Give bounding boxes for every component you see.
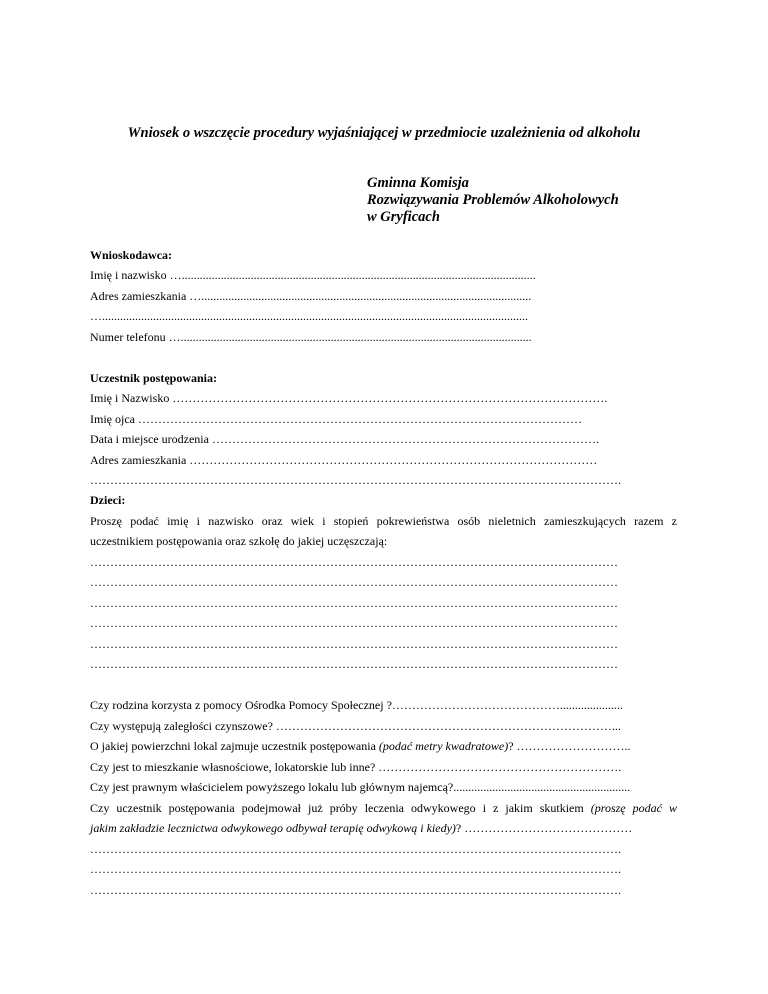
applicant-name-field[interactable]: Imię i nazwisko …...................................................................................................................... <box>90 268 536 282</box>
question-apartment-area-hint: (podać metry kwadratowe) <box>378 739 509 753</box>
children-row-6[interactable]: …………………………………………………………………………………………………………………… <box>90 657 618 671</box>
question-rent-arrears[interactable]: Czy występują zaległości czynszowe? …………………………………………………………………………... <box>90 719 621 733</box>
applicant-address-continued-field[interactable]: ….............................................................................................................................................. <box>90 309 528 323</box>
question-apartment-area-answer: ? ……………………….. <box>508 739 631 753</box>
children-row-5[interactable]: …………………………………………………………………………………………………………………… <box>90 637 618 651</box>
question-treatment-text: Czy uczestnik postępowania podejmował już próby leczenia odwykowego i z jakim skutkiem <box>90 801 591 815</box>
question-apartment-area-text: O jakiej powierzchni lokal zajmuje uczestnik postępowania <box>90 739 379 753</box>
addressee-line-3: w Gryficach <box>367 209 440 225</box>
children-instruction-line-2: uczestnikiem postępowania oraz szkołę do jakiej uczęszczają: <box>90 534 388 548</box>
question-social-help[interactable]: Czy rodzina korzysta z pomocy Ośrodka Pomocy Społecznej ?……………………………………..................... <box>90 698 623 712</box>
addressee-block <box>367 175 619 226</box>
applicant-heading: Wnioskodawca: <box>90 248 173 262</box>
question-treatment-hint-2: jakim zakładzie lecznictwa odwykowego odbywał terapię odwykową i kiedy) <box>90 821 456 835</box>
question-treatment-hint-1: (proszę podać w <box>590 801 677 815</box>
applicant-address-field[interactable]: Adres zamieszkania ….............................................................................................................. <box>90 289 532 303</box>
treatment-row-2[interactable]: ……………………………………………………………………………………………………………………. <box>90 862 621 876</box>
children-row-2[interactable]: …………………………………………………………………………………………………………………… <box>90 575 618 589</box>
participant-name-field[interactable]: Imię i Nazwisko ………………………………………………………………………………………………. <box>90 391 608 405</box>
treatment-row-3[interactable]: ……………………………………………………………………………………………………………………. <box>90 883 621 897</box>
addressee-line-2: Rozwiązywania Problemów Alkoholowych <box>367 192 619 208</box>
form-title: Wniosek o wszczęcie procedury wyjaśniającej w przedmiocie uzależnienia od alkoholu <box>127 125 641 141</box>
question-legal-owner[interactable]: Czy jest prawnym właścicielem powyższego lokalu lub głównym najemcą?........................................................... <box>90 780 631 794</box>
question-ownership-type[interactable]: Czy jest to mieszkanie własnościowe, lokatorskie lub inne? ……………………………………………………. <box>90 760 622 774</box>
children-instruction-line-1: Proszę podać imię i nazwisko oraz wiek i stopień pokrewieństwa osób nieletnich zamieszkujących razem z <box>90 514 677 528</box>
children-row-3[interactable]: …………………………………………………………………………………………………………………… <box>90 596 618 610</box>
question-treatment-line-2[interactable] <box>90 821 632 835</box>
applicant-phone-field[interactable]: Numer telefonu …..................................................................................................................... <box>90 330 532 344</box>
children-heading: Dzieci: <box>90 493 126 507</box>
children-row-4[interactable]: …………………………………………………………………………………………………………………… <box>90 616 618 630</box>
participant-address-field[interactable]: Adres zamieszkania ………………………………………………………………………………………… <box>90 453 598 467</box>
participant-heading: Uczestnik postępowania: <box>90 371 218 385</box>
treatment-row-1[interactable]: ……………………………………………………………………………………………………………………. <box>90 842 621 856</box>
addressee-line-1: Gminna Komisja <box>367 175 469 191</box>
participant-address-continued-field[interactable]: ……………………………………………………………………………………………………………………. <box>90 473 621 487</box>
question-apartment-area[interactable] <box>90 739 631 753</box>
question-treatment-line-1 <box>90 801 677 815</box>
participant-father-field[interactable]: Imię ojca ………………………………………………………………………………………………… <box>90 412 582 426</box>
children-row-1[interactable]: …………………………………………………………………………………………………………………… <box>90 555 618 569</box>
question-treatment-answer: ? …………………………………… <box>455 821 633 835</box>
participant-birth-field[interactable]: Data i miejsce urodzenia ……………………………………………………………………………………. <box>90 432 599 446</box>
